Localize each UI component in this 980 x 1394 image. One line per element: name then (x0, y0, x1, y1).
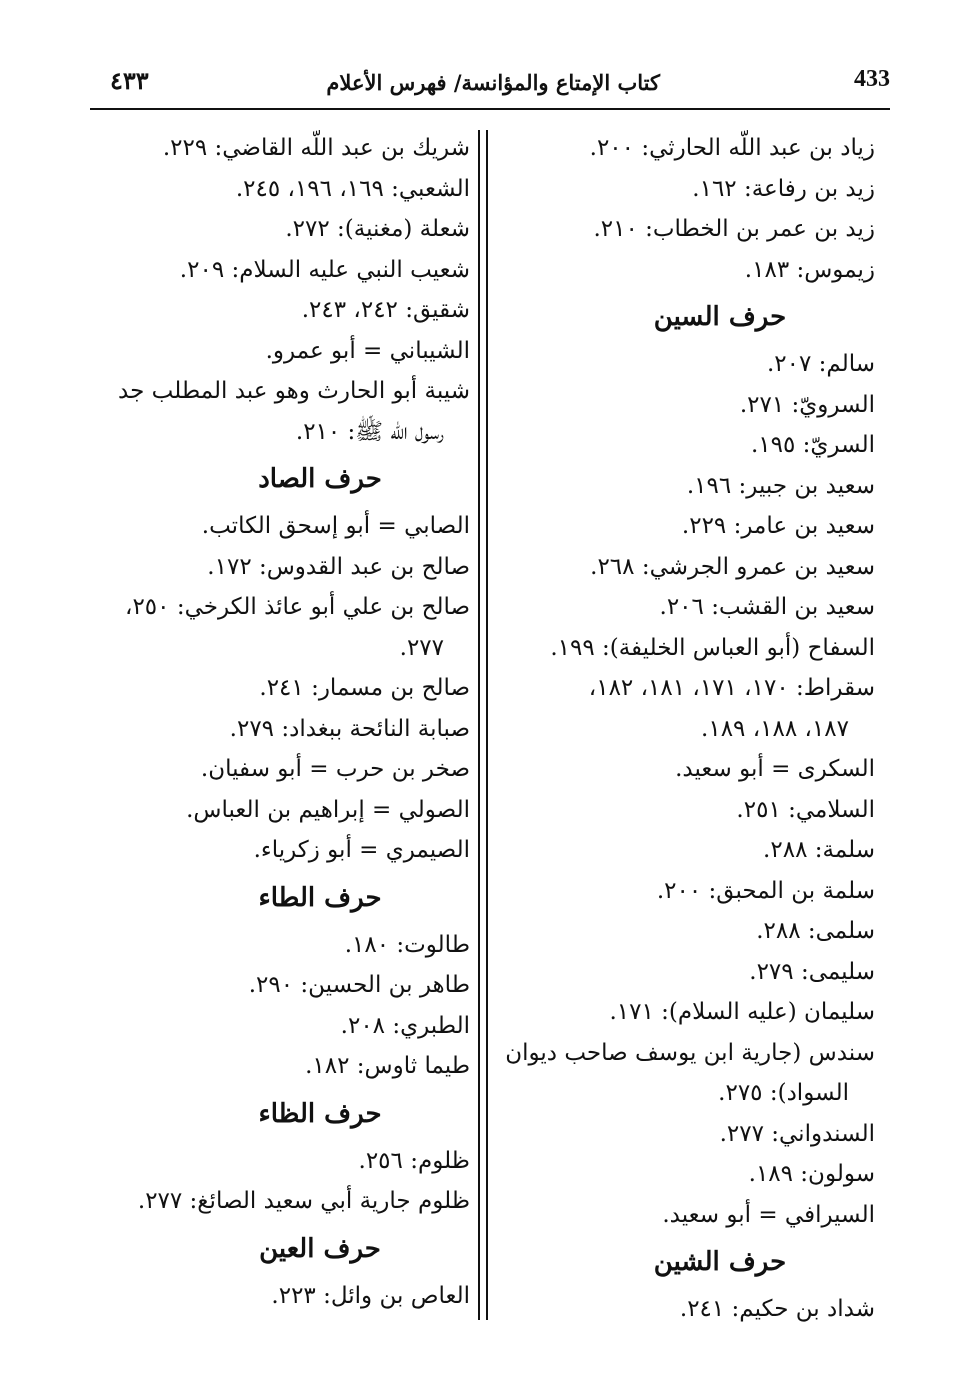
index-entry: سعيد بن القشب: ٢٠٦. (659, 594, 875, 620)
index-entry: سلمة: ٢٨٨. (763, 837, 875, 863)
index-entry-continuation: السواد): ٢٧٥. (718, 1080, 849, 1106)
index-entry: العاص بن وائل: ٢٢٣. (271, 1282, 470, 1309)
index-entry: السكرى = أبو سعيد. (675, 756, 875, 782)
index-entry: السلامي: ٢٥١. (736, 796, 875, 823)
column-divider (478, 130, 480, 1320)
section-heading: حرف الشين (653, 1247, 787, 1277)
index-entry: سندس (جارية ابن يوسف صاحب ديوان (505, 1039, 875, 1066)
index-entry: السريّ: ١٩٥. (750, 432, 875, 458)
section-heading: حرف العين (259, 1233, 381, 1264)
index-entry: سعيد بن عامر: ٢٢٩. (681, 513, 875, 539)
index-entry: السفاح (أبو العباس الخليفة): ١٩٩. (550, 634, 875, 661)
index-entry: الصيمري = أبو زكرياء. (253, 837, 470, 863)
index-entry: طاهر بن الحسين: ٢٩٠. (248, 972, 470, 998)
index-column-right (505, 128, 875, 1330)
index-entry: شيبة أبو الحارث وهو عبد المطلب جد (118, 378, 470, 404)
index-entry: طيما ثاوس: ١٨٢. (305, 1053, 470, 1079)
index-entry: السندواني: ٢٧٧. (719, 1120, 875, 1147)
index-entry: سعيد بن جبير: ١٩٦. (686, 472, 875, 499)
index-entry: سعيد بن عمرو الجرشي: ٢٦٨. (590, 553, 875, 580)
running-title: كتاب الإمتاع والمؤانسة/ فهرس الأعلام (326, 70, 660, 95)
index-entry: شعيب النبي عليه السلام: ٢٠٩. (179, 256, 470, 283)
index-entry: سالم: ٢٠٧. (766, 351, 875, 377)
index-entry-continuation: ٢٧٧. (399, 634, 444, 661)
index-entry: السرويّ: ٢٧١. (739, 391, 875, 418)
index-entry: سولون: ١٨٩. (748, 1161, 875, 1187)
index-entry: زياد بن عبد اللّه الحارثي: ٢٠٠. (589, 135, 875, 161)
index-entry: ظلوم: ٢٥٦. (358, 1147, 470, 1174)
index-entry: شقيق: ٢٤٢، ٢٤٣. (301, 297, 470, 323)
index-entry: زيد بن رفاعة: ١٦٢. (692, 175, 875, 202)
column-divider (486, 130, 488, 1320)
section-heading: حرف الطاء (258, 882, 382, 913)
index-entry: سقراط: ١٧٠، ١٧١، ١٨١، ١٨٢، (588, 675, 875, 701)
index-entry: زيموس: ١٨٣. (744, 256, 875, 283)
index-entry: طالوت: ١٨٠. (344, 931, 470, 958)
index-entry: الصولي = إبراهيم بن العباس. (186, 796, 470, 823)
index-entry: الطبري: ٢٠٨. (340, 1012, 470, 1039)
index-entry: السيرافي = أبو سعيد. (662, 1201, 875, 1228)
page-number-arabic: ٤٣٣ (110, 66, 149, 95)
index-entry: سليمان (عليه السلام): ١٧١. (609, 999, 875, 1025)
index-entry: سلمة بن المحبق: ٢٠٠. (656, 877, 875, 904)
index-entry: ظلوم جارية أبي سعيد الصائغ: ٢٧٧. (137, 1188, 470, 1214)
index-entry: سليمى: ٢٧٩. (749, 958, 875, 985)
index-entry: صبابة النائحة ببغداد: ٢٧٩. (229, 715, 470, 742)
index-entry: شعلة (مغنية): ٢٧٢. (285, 216, 470, 242)
section-heading: حرف الظاء (258, 1098, 382, 1129)
section-heading: حرف الصاد (258, 464, 382, 494)
index-entry: صخر بن حرب = أبو سفيان. (200, 756, 470, 782)
index-entry: الشيباني = أبو عمرو. (265, 337, 470, 364)
index-entry: شداد بن حكيم: ٢٤١. (679, 1296, 875, 1322)
index-entry: صالح بن علي أبو عائذ الكرخي: ٢٥٠، (125, 594, 470, 620)
index-entry: سلمى: ٢٨٨. (756, 918, 875, 944)
index-entry: زيد بن عمر بن الخطاب: ٢١٠. (593, 216, 875, 242)
index-entry-continuation: ١٨٧، ١٨٨، ١٨٩. (701, 715, 849, 742)
index-entry: صالح بن مسمار: ٢٤١. (259, 675, 470, 701)
index-entry: صالح بن عبد القدوس: ١٧٢. (207, 553, 470, 580)
index-entry: الشعبي: ١٦٩، ١٩٦، ٢٤٥. (235, 175, 470, 202)
index-column-left (110, 128, 470, 1316)
index-entry: شريك بن عبد اللّه القاضي: ٢٢٩. (162, 135, 470, 161)
section-heading: حرف السين (653, 302, 787, 332)
index-entry: الصابي = أبو إسحق الكاتب. (201, 513, 470, 539)
page-header (90, 62, 890, 110)
index-entry-continuation: رسول اللّه ﷺ: ٢١٠. (295, 418, 444, 445)
page-number-latin: 433 (854, 66, 890, 92)
